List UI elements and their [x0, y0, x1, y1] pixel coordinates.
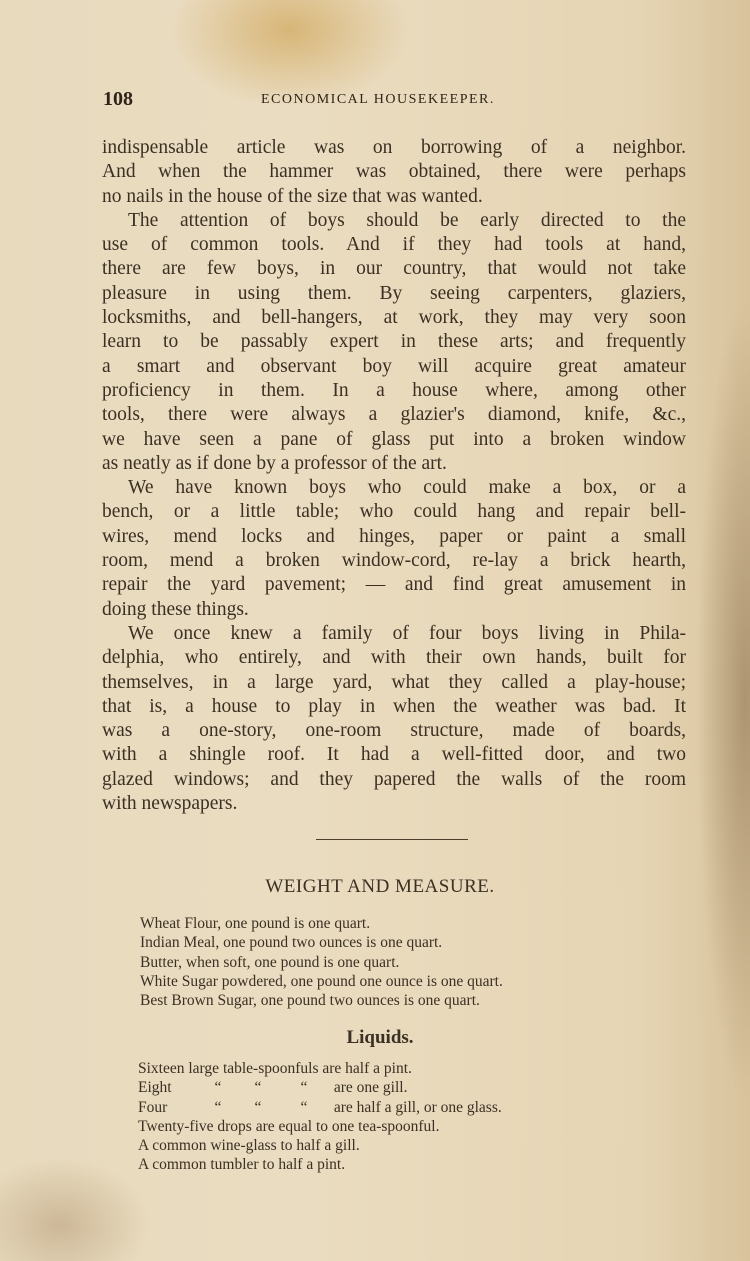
list-item: [138, 1098, 658, 1117]
measure-list: [140, 914, 660, 1010]
page-number: 108: [103, 88, 133, 110]
text-line: no nails in the house of the size that was wanted.: [102, 185, 483, 207]
text-line: doing these things.: [102, 598, 249, 620]
ditto-mark: “: [254, 1098, 262, 1116]
text-line: locksmiths, and bell-hangers, at work, they may very soon: [102, 307, 686, 329]
ditto-mark: “: [214, 1079, 222, 1097]
text-line: use of common tools. And if they had tools at hand,: [102, 234, 686, 256]
liquids-title: Liquids.: [346, 1027, 414, 1048]
ditto-mark: “: [254, 1079, 262, 1097]
body-text: [102, 136, 686, 816]
text-line: themselves, in a large yard, what they called a play-house;: [102, 671, 686, 693]
text-line: room, mend a broken window-cord, re-lay a brick hearth,: [102, 550, 686, 572]
text-line: a smart and observant boy will acquire great amateur: [102, 355, 686, 377]
row-rest: are half a gill, or one glass.: [333, 1098, 502, 1116]
text-line: bench, or a little table; who could hang and repair bell-: [102, 501, 686, 523]
text-line: We once knew a family of four boys living in Phila-: [128, 622, 686, 644]
list-item: [138, 1078, 658, 1097]
section-title: WEIGHT AND MEASURE.: [265, 876, 495, 897]
text-line: delphia, who entirely, and with their own hands, built for: [102, 647, 686, 669]
list-item: Twenty-five drops are equal to one tea-spoonful.: [138, 1117, 440, 1135]
text-line: pleasure in using them. By seeing carpenters, glaziers,: [102, 282, 686, 304]
text-line: The attention of boys should be early directed to the: [128, 209, 686, 231]
text-line: repair the yard pavement; — and find great amusement in: [102, 574, 686, 596]
section-divider: [316, 839, 468, 840]
list-item: A common tumbler to half a pint.: [138, 1156, 346, 1174]
list-item: Wheat Flour, one pound is one quart.: [140, 915, 371, 932]
ditto-mark: “: [300, 1098, 308, 1116]
text-line: We have known boys who could make a box, or a: [128, 477, 686, 499]
row-lead: Four: [138, 1098, 168, 1116]
row-lead: Eight: [138, 1079, 172, 1097]
list-item: Sixteen large table-spoonfuls are half a pint.: [138, 1060, 412, 1077]
list-item: Butter, when soft, one pound is one quart.: [140, 953, 400, 971]
text-line: with newspapers.: [102, 793, 238, 815]
list-item: A common wine-glass to half a gill.: [138, 1137, 360, 1155]
text-line: tools, there were always a glazier's diamond, knife, &c.,: [102, 404, 686, 426]
row-rest: are one gill.: [333, 1079, 408, 1097]
text-line: proficiency in them. In a house where, among other: [102, 379, 686, 401]
text-line: we have seen a pane of glass put into a broken window: [102, 428, 686, 450]
list-item: White Sugar powdered, one pound one ounce is one quart.: [140, 972, 503, 990]
text-line: glazed windows; and they papered the walls of the room: [102, 768, 686, 790]
text-line: that is, a house to play in when the weather was bad. It: [102, 695, 686, 717]
list-item: Indian Meal, one pound two ounces is one quart.: [140, 934, 443, 952]
text-line: as neatly as if done by a professor of the art.: [102, 452, 447, 474]
ditto-mark: “: [300, 1079, 308, 1097]
text-line: there are few boys, in our country, that would not take: [102, 258, 686, 280]
text-line: wires, mend locks and hinges, paper or paint a small: [102, 525, 686, 547]
running-title: ECONOMICAL HOUSEKEEPER.: [261, 92, 495, 107]
ditto-mark: “: [214, 1098, 222, 1116]
liquids-list: [138, 1059, 658, 1175]
text-line: with a shingle roof. It had a well-fitted door, and two: [102, 744, 686, 766]
text-line: learn to be passably expert in these arts; and frequently: [102, 331, 686, 353]
text-line: was a one-story, one-room structure, made of boards,: [102, 720, 686, 742]
text-line: And when the hammer was obtained, there were perhaps: [102, 161, 686, 183]
list-item: Best Brown Sugar, one pound two ounces is one quart.: [140, 992, 480, 1010]
page-header: [103, 88, 693, 112]
text-line: indispensable article was on borrowing of a neighbor.: [102, 137, 686, 158]
